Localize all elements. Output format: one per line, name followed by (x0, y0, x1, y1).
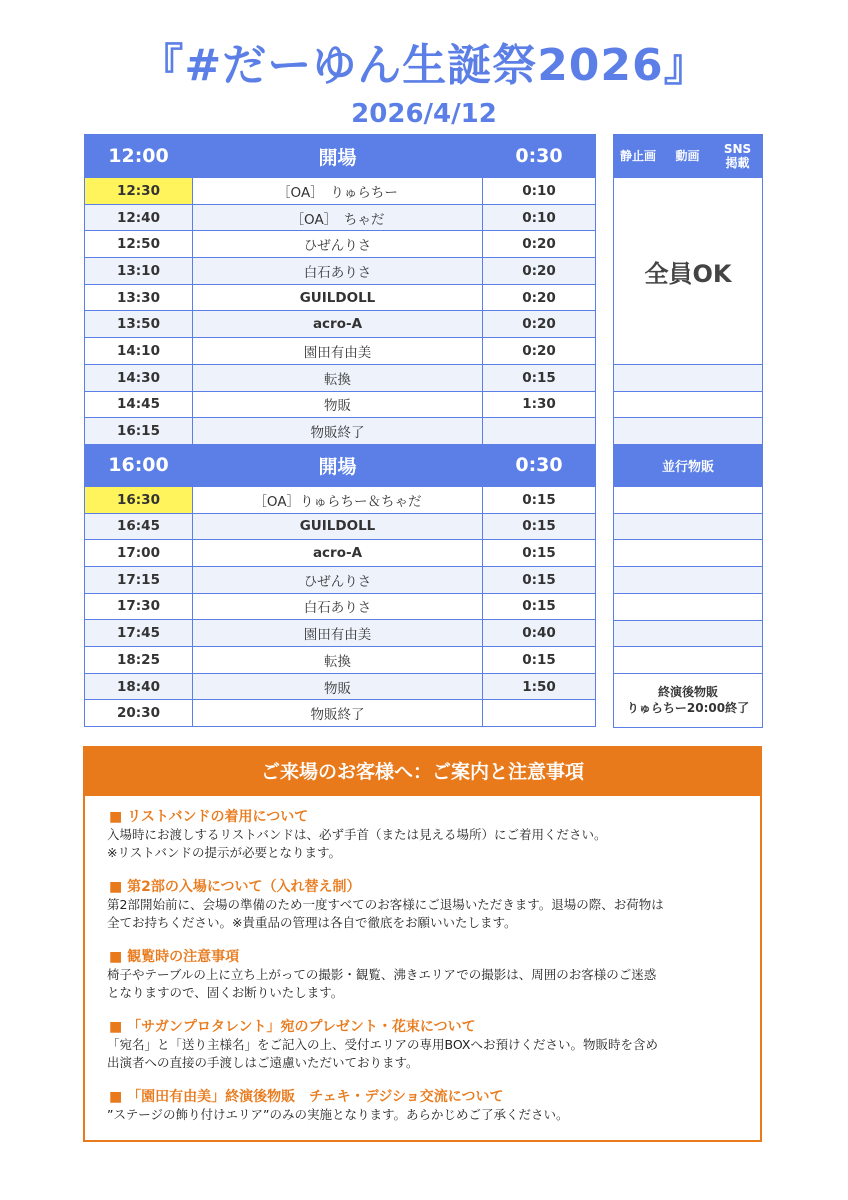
notice-section-text: 第2部開始前に、会場の準備のため一度すべてのお客様にご退場いただきます。退場の際、お荷物は 全てお持ちください。※貴重品の管理は各自で徹底をお願いいたします。 (107, 897, 664, 930)
open-label: 開場 (193, 444, 483, 486)
slot-duration (483, 700, 596, 727)
open-duration: 0:30 (483, 135, 596, 178)
schedule-row (85, 338, 596, 365)
slot-time: 17:45 (85, 620, 193, 647)
slot-time: 18:25 (85, 647, 193, 674)
slot-duration: 0:20 (483, 338, 596, 365)
slot-duration: 0:10 (483, 178, 596, 205)
slot-time: 17:00 (85, 540, 193, 567)
slot-time: 14:45 (85, 391, 193, 418)
open-duration: 0:30 (483, 444, 596, 486)
slot-duration: 0:10 (483, 204, 596, 231)
all-ok-label: 全員OK (614, 178, 763, 365)
slot-duration (483, 418, 596, 445)
performer-name: 物販 (193, 391, 483, 418)
notice-box (83, 746, 762, 1142)
performer-name: 白石ありさ (193, 593, 483, 620)
notice-section (107, 1018, 738, 1072)
schedule-row (85, 513, 596, 540)
slot-time: 16:15 (85, 418, 193, 445)
performer-name: acro-A (193, 311, 483, 338)
performer-name: ［OA］ ちゃだ (193, 204, 483, 231)
schedule-row (85, 540, 596, 567)
slot-time: 17:15 (85, 566, 193, 593)
slot-duration: 0:15 (483, 364, 596, 391)
event-date: 2026/4/12 (351, 99, 497, 129)
filming-policy-table (613, 134, 763, 728)
slot-duration: 0:20 (483, 284, 596, 311)
schedule-row (85, 486, 596, 513)
empty-cell (614, 647, 763, 674)
notice-section-text: 入場時にお渡しするリストバンドは、必ず手首（または見える場所）にご着用ください。 ※リストバンドの提示が必要となります。 (107, 827, 607, 860)
video-header: 動画 (663, 135, 713, 178)
performer-name: 白石ありさ (193, 258, 483, 285)
notice-body (85, 796, 760, 1124)
notice-section-title: ■ 「園田有由美」終演後物販 チェキ・デジショ交流について (109, 1089, 504, 1105)
notice-section-title: ■ リストバンドの着用について (109, 809, 309, 825)
open-time: 16:00 (85, 444, 193, 486)
empty-cell (614, 418, 763, 445)
performer-name: GUILDOLL (193, 284, 483, 311)
schedule-row (85, 620, 596, 647)
slot-time: 13:50 (85, 311, 193, 338)
notice-section (107, 1088, 738, 1124)
slot-time: 16:30 (85, 486, 193, 513)
slot-duration: 0:15 (483, 513, 596, 540)
slot-time: 12:50 (85, 231, 193, 258)
open-label: 開場 (193, 135, 483, 178)
slot-time: 20:30 (85, 700, 193, 727)
notice-section-text: 椅子やテーブルの上に立ち上がっての撮影・観覧、沸きエリアでの撮影は、周囲のお客様のご迷惑 となりますので、固くお断りいたします。 (107, 967, 657, 1000)
slot-duration: 0:15 (483, 593, 596, 620)
schedule-row (85, 566, 596, 593)
slot-duration: 0:15 (483, 486, 596, 513)
slot-time: 14:10 (85, 338, 193, 365)
schedule-row (85, 284, 596, 311)
schedule-row (85, 593, 596, 620)
schedule-row (85, 391, 596, 418)
slot-duration: 0:20 (483, 311, 596, 338)
slot-duration: 0:15 (483, 540, 596, 567)
performer-name: ［OA］ りゅらちー (193, 178, 483, 205)
slot-duration: 1:50 (483, 673, 596, 700)
schedule-row (85, 231, 596, 258)
empty-cell (614, 620, 763, 647)
open-row (85, 135, 596, 178)
empty-cell (614, 365, 763, 392)
still-image-header: 静止画 (614, 135, 663, 178)
notice-heading: ご来場のお客様へ：ご案内と注意事項 (85, 748, 760, 796)
slot-time: 17:30 (85, 593, 193, 620)
performer-name: 物販 (193, 673, 483, 700)
notice-section-text: ”ステージの飾り付けエリア”のみの実施となります。あらかじめご了承ください。 (107, 1107, 569, 1122)
performer-name: 物販終了 (193, 418, 483, 445)
open-row (85, 444, 596, 486)
performer-name: 転換 (193, 647, 483, 674)
empty-cell (614, 391, 763, 418)
empty-cell (614, 487, 763, 514)
sns-header: SNS 掲載 (713, 135, 763, 178)
slot-time: 18:40 (85, 673, 193, 700)
slot-time: 13:30 (85, 284, 193, 311)
schedule-row (85, 673, 596, 700)
page-title: 『#だーゆん生誕祭2026』 (139, 40, 709, 91)
schedule-row (85, 258, 596, 285)
slot-time: 14:30 (85, 364, 193, 391)
notice-section (107, 808, 738, 862)
slot-duration: 0:20 (483, 258, 596, 285)
notice-section (107, 948, 738, 1002)
empty-cell (614, 593, 763, 620)
performer-name: ひぜんりさ (193, 566, 483, 593)
slot-time: 13:10 (85, 258, 193, 285)
performer-name: acro-A (193, 540, 483, 567)
parallel-merch-label: 並行物販 (614, 445, 763, 487)
slot-duration: 0:15 (483, 566, 596, 593)
slot-duration: 0:40 (483, 620, 596, 647)
schedule-row (85, 311, 596, 338)
notice-section-title: ■ 観覧時の注意事項 (109, 949, 240, 965)
slot-time: 16:45 (85, 513, 193, 540)
schedule-row (85, 204, 596, 231)
slot-duration: 1:30 (483, 391, 596, 418)
performer-name: GUILDOLL (193, 513, 483, 540)
notice-section (107, 878, 738, 932)
performer-name: 園田有由美 (193, 620, 483, 647)
performer-name: 園田有由美 (193, 338, 483, 365)
performer-name: ［OA］りゅらちー＆ちゃだ (193, 486, 483, 513)
schedule-row (85, 418, 596, 445)
schedule-row (85, 700, 596, 727)
empty-cell (614, 540, 763, 567)
empty-cell (614, 513, 763, 540)
timetable (84, 134, 596, 727)
notice-section-title: ■ 「サガンプロタレント」宛のプレゼント・花束について (109, 1019, 476, 1035)
schedule-row (85, 178, 596, 205)
empty-cell (614, 567, 763, 594)
slot-duration: 0:15 (483, 647, 596, 674)
slot-time: 12:30 (85, 178, 193, 205)
open-time: 12:00 (85, 135, 193, 178)
slot-duration: 0:20 (483, 231, 596, 258)
schedule-row (85, 364, 596, 391)
schedule-row (85, 647, 596, 674)
notice-section-text: 「宛名」と「送り主様名」をご記入の上、受付エリアの専用BOXへお預けください。物販時を含め 出演者への直接の手渡しはご遠慮いただいております。 (107, 1037, 658, 1070)
after-show-merch-note: 終演後物販 りゅらちー20:00終了 (614, 673, 763, 727)
slot-time: 12:40 (85, 204, 193, 231)
performer-name: 物販終了 (193, 700, 483, 727)
performer-name: 転換 (193, 364, 483, 391)
performer-name: ひぜんりさ (193, 231, 483, 258)
notice-section-title: ■ 第2部の入場について（入れ替え制） (109, 879, 361, 895)
